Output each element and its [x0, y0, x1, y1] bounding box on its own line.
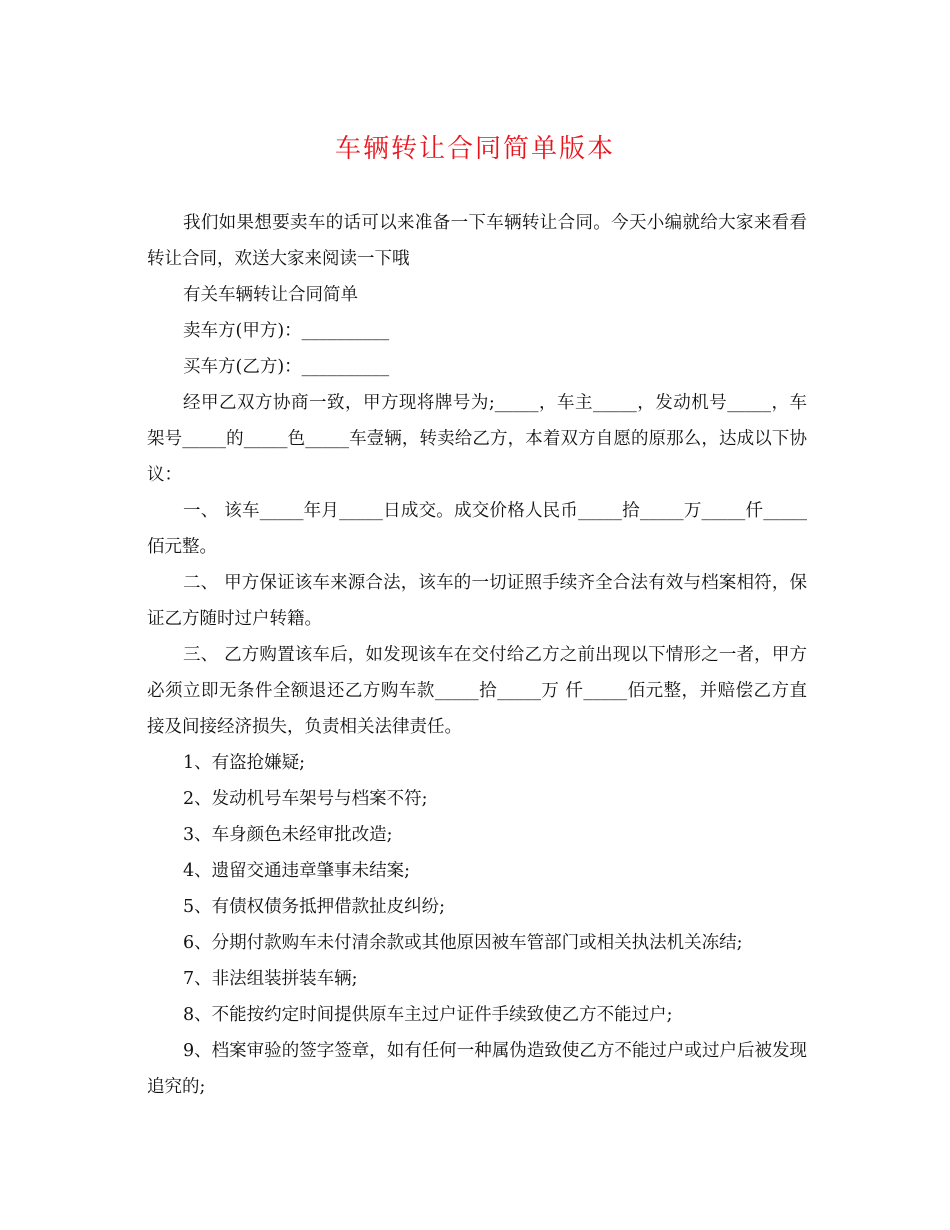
intro-paragraph: 我们如果想要卖车的话可以来准备一下车辆转让合同。今天小编就给大家来看看转让合同，欢送大家来阅读一下哦	[147, 213, 807, 269]
list-item: 9、档案审验的签字签章，如有任何一种属伪造致使乙方不能过户或过户后被发现追究的;	[147, 1041, 807, 1097]
list-item: 7、非法组装拼装车辆;	[183, 969, 358, 989]
document-title: 车辆转让合同简单版本	[334, 134, 615, 164]
list-item: 2、发动机号车架号与档案不符;	[183, 789, 428, 809]
clause-2: 二、 甲方保证该车来源合法，该车的一切证照手续齐全合法有效与档案相符，保证乙方随时过户转籍。	[147, 573, 807, 629]
section-heading: 有关车辆转让合同简单	[183, 285, 358, 305]
list-item: 4、遗留交通违章肇事未结案;	[183, 861, 411, 881]
clause-3: 三、 乙方购置该车后，如发现该车在交付给乙方之前出现以下情形之一者，甲方必须立即无条件全额退还乙方购车款_____拾_____万 仟_____佰元整，并赔偿乙方直接及间接经济损失，负责相关法律责任。	[147, 645, 807, 737]
list-item: 8、不能按约定时间提供原车主过户证件手续致使乙方不能过户;	[183, 1005, 673, 1025]
document-body	[147, 205, 807, 1105]
buyer-line: 买车方(乙方)：__________	[183, 357, 390, 377]
list-item: 5、有债权债务抵押借款扯皮纠纷;	[183, 897, 446, 917]
list-item: 3、车身颜色未经审批改造;	[183, 825, 393, 845]
list-item: 1、有盗抢嫌疑;	[183, 753, 306, 773]
clause-1: 一、 该车_____年月_____日成交。成交价格人民币_____拾_____万_____仟_____佰元整。	[147, 501, 807, 557]
seller-line: 卖车方(甲方)：__________	[183, 321, 390, 341]
list-item: 6、分期付款购车未付清余款或其他原因被车管部门或相关执法机关冻结;	[183, 933, 743, 953]
agreement-paragraph: 经甲乙双方协商一致，甲方现将牌号为;_____，车主_____，发动机号_____，车架号_____的_____色_____车壹辆，转卖给乙方，本着双方自愿的原那么，达成以下协议：	[147, 393, 807, 485]
